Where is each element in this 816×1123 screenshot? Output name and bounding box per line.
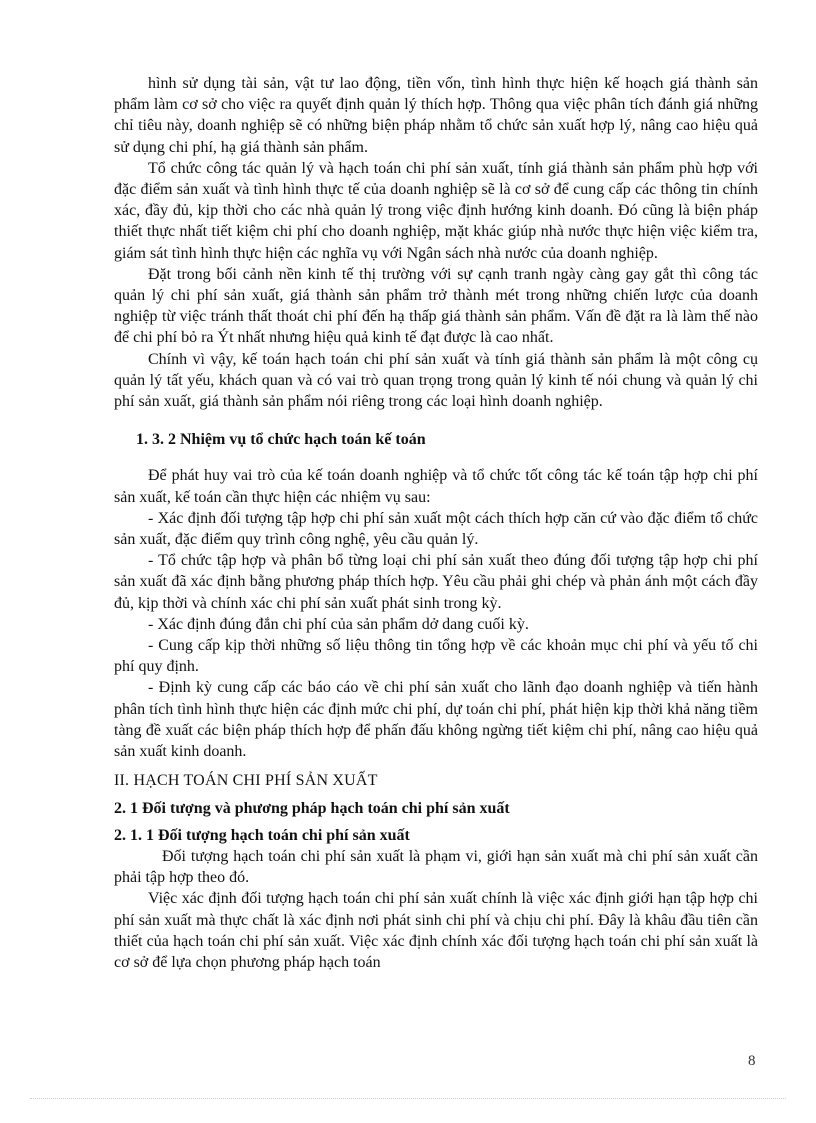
list-item-task-2: - Tổ chức tập hợp và phân bổ từng loại chi phí sản xuất theo đúng đối tượng tập hợp chi phí sản xuất đã xác định bằng phương pháp thích hợp. Yêu cầu phải ghi chép và phản ánh một cách đầy đủ, kịp thời và chính xác chi phí sản xuất phát sinh trong kỳ.: [114, 552, 758, 612]
heading-2-1: 2. 1 Đối tượng và phương pháp hạch toán chi phí sản xuất: [114, 799, 510, 817]
section-heading-ii: II. HẠCH TOÁN CHI PHÍ SẢN XUẤT: [114, 772, 378, 790]
paragraph-determination: Việc xác định đối tượng hạch toán chi phí sản xuất chính là việc xác định giới hạn tập hợp chi phí sản xuất mà thực chất là xác định nơi phát sinh chi phí và chịu chi phí. Đây là khâu đầu tiên cần thiết của hạch toán chi phí sản xuất. Việc xác định chính xác đối tượng hạch toán chi phí sản xuất là cơ sở để lựa chọn phương pháp hạch toán: [114, 890, 758, 971]
heading-2-1-1: 2. 1. 1 Đối tượng hạch toán chi phí sản xuất: [114, 826, 410, 844]
paragraph-market-context: Đặt trong bối cảnh nền kinh tế thị trường với sự cạnh tranh ngày càng gay gắt thì công tác quản lý chi phí sản xuất, giá thành sản phẩm trở thành mét trong những chiến lược của doanh nghiệp từ việc tránh thất thoát chi phí đến hạ thấp giá thành sản phẩm. Vấn đề đặt ra là làm thế nào để chi phí bỏ ra Ýt nhất nhưng hiệu quả kinh tế đạt được là cao nhất.: [114, 265, 758, 347]
page-content: [114, 73, 758, 973]
paragraph-conclusion: Chính vì vậy, kế toán hạch toán chi phí sản xuất và tính giá thành sản phẩm là một công cụ quản lý tất yếu, khách quan và có vai trò quan trọng trong quản lý kinh tế nói chung và quản lý chi phí sản xuất, giá thành sản phẩm nói riêng trong các loại hình doanh nghiệp.: [114, 350, 758, 411]
list-item-task-5: - Định kỳ cung cấp các báo cáo về chi phí sản xuất cho lãnh đạo doanh nghiệp và tiến hành phân tích tình hình thực hiện các định mức chi phí, dự toán chi phí, phát hiện kịp thời khả năng tiềm tàng đề xuất các biện pháp thích hợp để phấn đấu không ngừng tiết kiệm chi phí, nâng cao hiệu quả sản xuất kinh doanh.: [114, 679, 758, 761]
list-item-task-3: - Xác định đúng đắn chi phí của sản phẩm dở dang cuối kỳ.: [148, 615, 529, 633]
paragraph-organization: Tổ chức công tác quản lý và hạch toán chi phí sản xuất, tính giá thành sản phẩm phù hợp với đặc điểm sản xuất và tình hình thực tế của doanh nghiệp sẽ là cơ sở để cung cấp các thông tin chính xác, đầy đủ, kịp thời cho các nhà quản lý trong việc định hướng kinh doanh. Đó cũng là biện pháp thiết thực nhất tiết kiệm chi phí cho doanh nghiệp, mặt khác giúp nhà nước thực hiện việc kiểm tra, giám sát tình hình thực hiện các nghĩa vụ với Ngân sách nhà nước của doanh nghiệp.: [114, 159, 758, 262]
list-item-task-1: - Xác định đối tượng tập hợp chi phí sản xuất một cách thích hợp căn cứ vào đặc điểm tổ chức sản xuất, đặc điểm quy trình công nghệ, yêu cầu quản lý.: [114, 509, 758, 549]
paragraph-continuation: hình sử dụng tài sản, vật tư lao động, tiền vốn, tình hình thực hiện kế hoạch giá thành sản phẩm làm cơ sở cho việc ra quyết định quản lý thích hợp. Thông qua việc phân tích đánh giá những chỉ tiêu này, doanh nghiệp sẽ có những biện pháp nhằm tổ chức sản xuất hợp lý, nâng cao hiệu quả sử dụng chi phí, hạ giá thành sản phẩm.: [114, 75, 758, 156]
heading-1-3-2: 1. 3. 2 Nhiệm vụ tổ chức hạch toán kế toán: [136, 431, 426, 449]
page-bottom-divider: [30, 1098, 786, 1099]
page-number: 8: [748, 1053, 756, 1069]
paragraph-tasks-intro: Để phát huy vai trò của kế toán doanh nghiệp và tổ chức tốt công tác kế toán tập hợp chi phí sản xuất, kế toán cần thực hiện các nhiệm vụ sau:: [114, 467, 758, 506]
paragraph-definition: Đối tượng hạch toán chi phí sản xuất là phạm vi, giới hạn sản xuất mà chi phí sản xuất cần phải tập hợp theo đó.: [114, 847, 758, 887]
list-item-task-4: - Cung cấp kịp thời những số liệu thông tin tổng hợp về các khoản mục chi phí và yếu tố chi phí quy định.: [114, 637, 758, 676]
